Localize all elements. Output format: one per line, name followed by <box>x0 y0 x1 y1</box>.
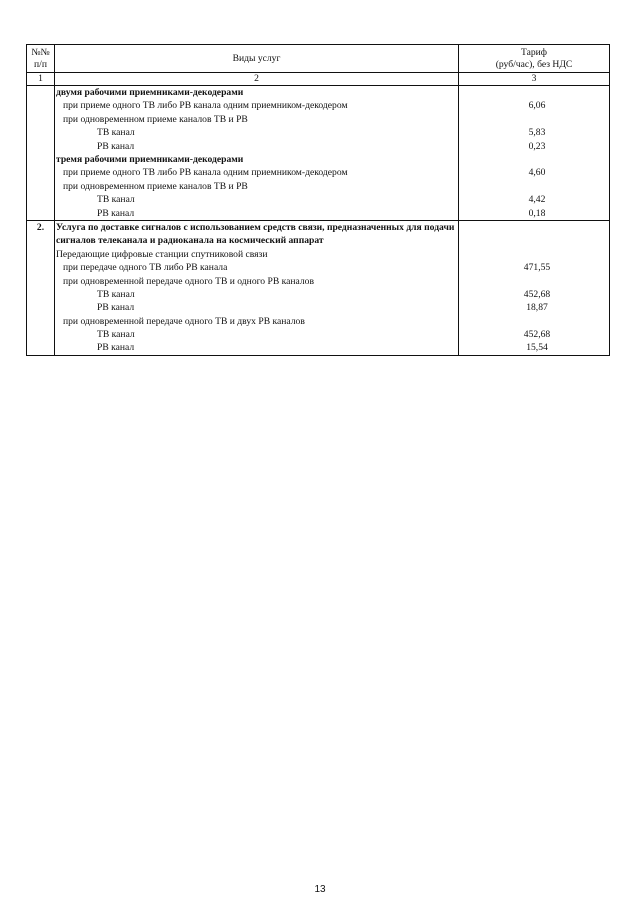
tariff-value: 452,68 <box>523 288 551 300</box>
service-row-label: при одновременном приеме каналов ТВ и РВ <box>63 113 248 125</box>
header-tariff-cell <box>459 45 610 73</box>
section-2-labels <box>55 220 459 355</box>
section-2-values <box>459 220 610 355</box>
tariff-value <box>459 153 609 166</box>
section-2-number: 2. <box>27 220 55 355</box>
tariff-value <box>459 86 609 99</box>
header-tariff-line1: Тариф <box>520 46 548 58</box>
tariff-value: 452,68 <box>523 329 551 341</box>
service-row-label: ТВ канал <box>97 288 135 300</box>
section-1-row <box>27 86 610 221</box>
page-number: 13 <box>314 884 326 895</box>
service-row-label: при приеме одного ТВ либо РВ канала одним приемником-декодером <box>63 100 348 112</box>
header-number-cell <box>27 45 55 73</box>
section-1-values <box>459 86 610 221</box>
tariff-value: 0,23 <box>528 140 546 152</box>
tariff-value: 5,83 <box>528 127 546 139</box>
header-number-line2: п/п <box>34 58 47 70</box>
tariff-value <box>459 113 609 126</box>
section-2-title-spacer <box>459 221 609 248</box>
service-row-label: Передающие цифровые станции спутниковой связи <box>56 248 268 260</box>
service-row-label: тремя рабочими приемниками-декодерами <box>56 153 244 165</box>
section-2-title: Услуга по доставке сигналов с использованием средств связи, предназначенных для подачи сигналов телеканала и радиоканала на космический аппарат <box>56 221 455 247</box>
service-row-label: двумя рабочими приемниками-декодерами <box>56 87 244 98</box>
tariff-value: 6,06 <box>528 100 546 112</box>
column-number-row <box>27 73 610 86</box>
service-row-label: при передаче одного ТВ либо РВ канала <box>63 262 228 274</box>
header-services-cell: Виды услуг <box>55 45 459 73</box>
column-number-2: 2 <box>55 73 459 86</box>
service-row-label: при одновременной передаче одного ТВ и одного РВ каналов <box>63 275 315 287</box>
tariff-value: 15,54 <box>526 342 548 354</box>
tariff-value <box>459 248 609 261</box>
service-row-label: при одновременном приеме каналов ТВ и РВ <box>63 180 248 192</box>
tariff-value <box>459 315 609 328</box>
tariff-value <box>459 180 609 193</box>
column-number-3: 3 <box>459 73 610 86</box>
section-1-labels <box>55 86 459 221</box>
tariff-value: 0,18 <box>528 207 546 219</box>
service-row-label: ТВ канал <box>97 194 135 206</box>
section-2-row <box>27 220 610 355</box>
tariff-table <box>26 44 610 356</box>
header-tariff-line2: (руб/час), без НДС <box>495 58 573 70</box>
section-1-number <box>27 86 55 221</box>
header-number-line1: №№ <box>31 46 50 58</box>
tariff-value: 18,87 <box>526 302 548 314</box>
service-row-label: при одновременной передаче одного ТВ и двух РВ каналов <box>63 315 305 327</box>
column-number-1: 1 <box>27 73 55 86</box>
tariff-value <box>459 274 609 287</box>
tariff-value: 471,55 <box>523 262 551 274</box>
tariff-value: 4,42 <box>528 194 546 206</box>
service-row-label: ТВ канал <box>97 127 135 139</box>
service-row-label: ТВ канал <box>97 329 135 341</box>
tariff-value: 4,60 <box>528 167 546 179</box>
service-row-label: при приеме одного ТВ либо РВ канала одним приемником-декодером <box>63 167 348 179</box>
table-header-row <box>27 45 610 73</box>
service-row-label: РВ канал <box>97 140 135 152</box>
service-row-label: РВ канал <box>97 207 135 219</box>
service-row-label: РВ канал <box>97 302 135 314</box>
service-row-label: РВ канал <box>97 342 135 354</box>
